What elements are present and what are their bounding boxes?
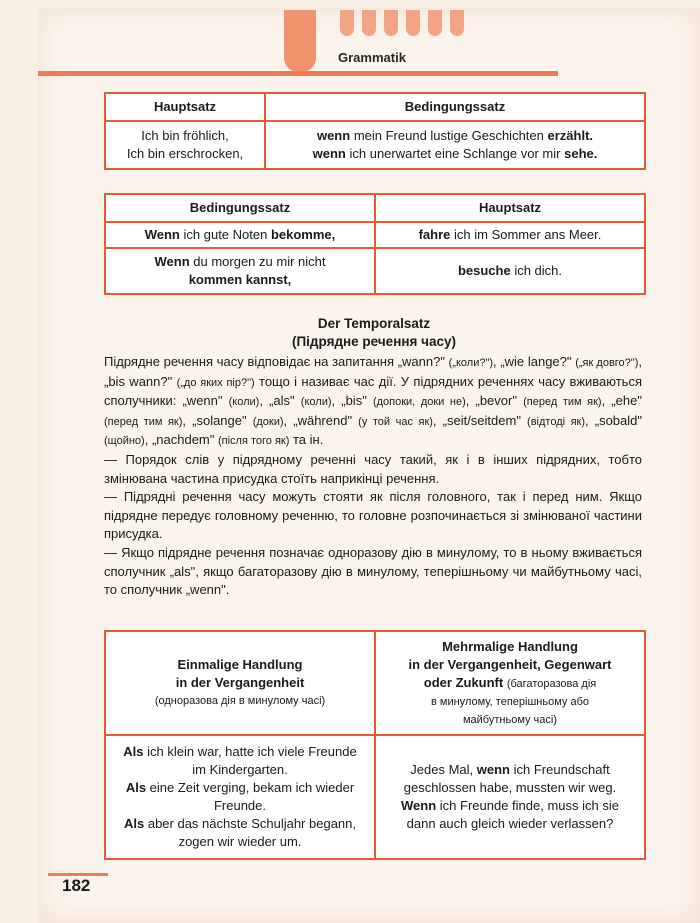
table-cell bbox=[105, 121, 265, 169]
keyword: besuche bbox=[457, 263, 511, 278]
keyword: wenn bbox=[316, 128, 351, 143]
paragraph: Підрядне речення часу відповідає на запитання „wann?" („коли?"), „wie lange?" („як довго?"), „bis wann?" („до яких пір?") тощо і називає час дії. У підрядних реченнях часу вживаються сполучники: „wenn" (коли), „als" (коли), „bis" (допоки, доки не), „bevor" (перед тим як), „ehe" (перед тим як), „solange" (доки), „während" (у той час як), „seit/seitdem" (відтоді як), „sobald" (щойно), „nachdem" (після того як) та ін. bbox=[104, 354, 642, 448]
header-tab-small bbox=[340, 10, 354, 36]
example-sentence: Wenn ich Freunde finde, muss ich sie dann auch gleich wieder verlassen? bbox=[401, 798, 619, 831]
keyword: fahre bbox=[418, 227, 451, 242]
header-rule bbox=[38, 71, 558, 76]
heading-line: Einmalige Handlung bbox=[177, 657, 303, 672]
text: mein Freund lustige Geschichten bbox=[353, 128, 544, 143]
table-hauptsatz-bedingungssatz bbox=[104, 92, 646, 170]
example-line bbox=[272, 145, 638, 163]
paragraph: — Якщо підрядне речення позначає одноразову дію в минулому, то в ньому вживається сполучник „als", якщо багаторазову дію в минулому, теперішньому чи майбутньому часі, то сполучник „wenn". bbox=[104, 544, 642, 598]
text: ich unerwartet eine Schlange vor mir bbox=[349, 146, 561, 161]
example-line bbox=[112, 271, 368, 289]
translation-note: майбутньому часі) bbox=[462, 713, 558, 726]
paragraph: — Підрядні речення часу можуть стояти як після головного, так і перед ним. Якщо підрядне передує головному реченню, то головне розпочинається зі змінюваної частини присудка. bbox=[104, 489, 642, 542]
table-header-cell bbox=[375, 631, 645, 735]
header-tab bbox=[284, 10, 316, 72]
example-line bbox=[272, 127, 638, 145]
example-line: Ich bin erschrocken, bbox=[126, 146, 244, 161]
keyword: Wenn bbox=[154, 254, 190, 269]
table-header-cell bbox=[105, 631, 375, 735]
page-number: 182 bbox=[62, 876, 91, 895]
keyword: kommen kannst, bbox=[188, 272, 292, 287]
table-header-cell: Bedingungssatz bbox=[265, 93, 645, 121]
text: ich im Sommer ans Meer. bbox=[454, 227, 602, 242]
table-bedingungssatz-hauptsatz bbox=[104, 193, 646, 295]
translation-note: в минулому, теперішньому або bbox=[431, 695, 589, 708]
paragraph: — Порядок слів у підрядному реченні часу такий, як і в інших підрядних, тобто змінювана частина присудка стоїть наприкінці речення. bbox=[104, 451, 642, 486]
text: du morgen zu mir nicht bbox=[193, 254, 326, 269]
example-line: Ich bin fröhlich, bbox=[141, 128, 229, 143]
table-header-cell: Hauptsatz bbox=[105, 93, 265, 121]
keyword: Wenn bbox=[144, 227, 180, 242]
section-header-title: Grammatik bbox=[338, 50, 406, 65]
explanation-text bbox=[104, 353, 642, 600]
example-sentence: Jedes Mal, wenn ich Freundschaft geschlossen habe, mussten wir weg. bbox=[403, 762, 617, 795]
header-tab-small bbox=[384, 10, 398, 36]
heading-line: in der Vergangenheit, Gegenwart bbox=[408, 656, 612, 672]
translation-note: (одноразова дія в минулому часі) bbox=[154, 695, 326, 707]
example-sentence: Als ich klein war, hatte ich viele Freunde im Kindergarten. bbox=[123, 744, 357, 777]
heading-line: oder Zukunft (багаторазова дія bbox=[423, 674, 597, 690]
table-cell bbox=[375, 735, 645, 859]
table-cell bbox=[105, 248, 375, 294]
heading-line: in der Vergangenheit bbox=[175, 675, 305, 690]
table-cell bbox=[105, 735, 375, 859]
heading-line: Mehrmalige Handlung bbox=[442, 638, 578, 654]
text: ich dich. bbox=[514, 263, 563, 278]
keyword: sehe. bbox=[564, 146, 598, 161]
example-sentence: Als eine Zeit verging, bekam ich wieder Freunde. bbox=[125, 780, 355, 813]
header-tab-small bbox=[428, 10, 442, 36]
example-sentence: Als aber das nächste Schuljahr begann, zogen wir wieder um. bbox=[123, 816, 356, 849]
table-header-cell: Hauptsatz bbox=[375, 194, 645, 222]
header-tab-small bbox=[406, 10, 420, 36]
example-line bbox=[112, 253, 368, 271]
section-subtitle: (Підрядне речення часу) bbox=[291, 334, 456, 349]
text: ich gute Noten bbox=[183, 227, 268, 242]
table-cell bbox=[105, 222, 375, 248]
section-title: Der Temporalsatz bbox=[317, 316, 431, 331]
keyword: wenn bbox=[312, 146, 346, 161]
header-tab-small bbox=[362, 10, 376, 36]
keyword: bekomme, bbox=[270, 227, 336, 242]
keyword: erzählt. bbox=[547, 128, 594, 143]
table-header-cell: Bedingungssatz bbox=[105, 194, 375, 222]
table-cell bbox=[375, 248, 645, 294]
table-cell bbox=[265, 121, 645, 169]
table-einmalig-mehrmalig bbox=[104, 630, 646, 860]
header-tab-small bbox=[450, 10, 464, 36]
table-cell bbox=[375, 222, 645, 248]
